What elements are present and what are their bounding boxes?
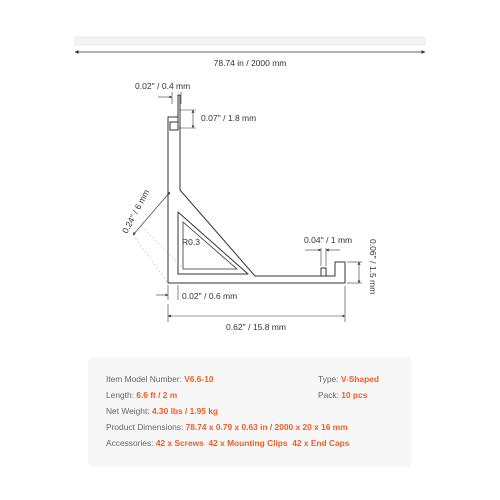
slot-height-label: 0.06'' / 1.5 mm (368, 239, 378, 295)
spec-pack-value: 10 pcs (341, 390, 368, 400)
spec-accessories-label: Accessories: (106, 438, 154, 448)
spec-dimensions-value: 78.74 x 0.79 x 0.63 in / 2000 x 20 x 16 mm (185, 422, 348, 432)
base-width-label: 0.62'' / 15.8 mm (226, 322, 286, 332)
slot-outline (321, 268, 326, 276)
accessory-end-caps: 42 x End Caps (292, 438, 350, 448)
spec-dimensions-label: Product Dimensions: (106, 422, 184, 432)
spec-model-value: V6.6-10 (184, 374, 214, 384)
spec-model-label: Item Model Number: (106, 374, 182, 384)
top-thickness-label: 0.02'' / 0.4 mm (135, 81, 191, 91)
spec-pack-label: Pack: (318, 390, 339, 400)
length-label: 78.74 in / 2000 mm (213, 58, 287, 68)
diagonal-ext-dashed-1 (133, 235, 168, 283)
spec-type-label: Type: (318, 374, 339, 384)
spec-length-label: Length: (106, 390, 134, 400)
spec-pack (318, 390, 367, 400)
slot-width-label: 0.04'' / 1 mm (304, 235, 353, 245)
spec-model (106, 374, 214, 384)
bottom-thickness-label: 0.02'' / 0.6 mm (182, 291, 238, 301)
diagonal-label: 0.24'' / 6 mm (119, 187, 152, 235)
profile-bar (75, 37, 425, 45)
spec-length-value: 6.6 ft / 2 m (136, 390, 178, 400)
accessory-screws: 42 x Screws (155, 438, 204, 448)
spec-type (318, 374, 379, 384)
spec-dimensions (106, 422, 348, 432)
spec-weight (106, 406, 218, 416)
spec-weight-label: Net Weight: (106, 406, 150, 416)
accessory-mounting-clips: 42 x Mounting Clips (208, 438, 288, 448)
spec-weight-value: 4.30 lbs / 1.95 kg (151, 406, 219, 416)
spec-length (106, 390, 177, 400)
radius-label: R0.3 (182, 237, 200, 247)
spec-type-value: V-Shaped (340, 374, 379, 384)
notch-label: 0.07'' / 1.8 mm (201, 113, 257, 123)
spec-accessories (106, 438, 349, 448)
